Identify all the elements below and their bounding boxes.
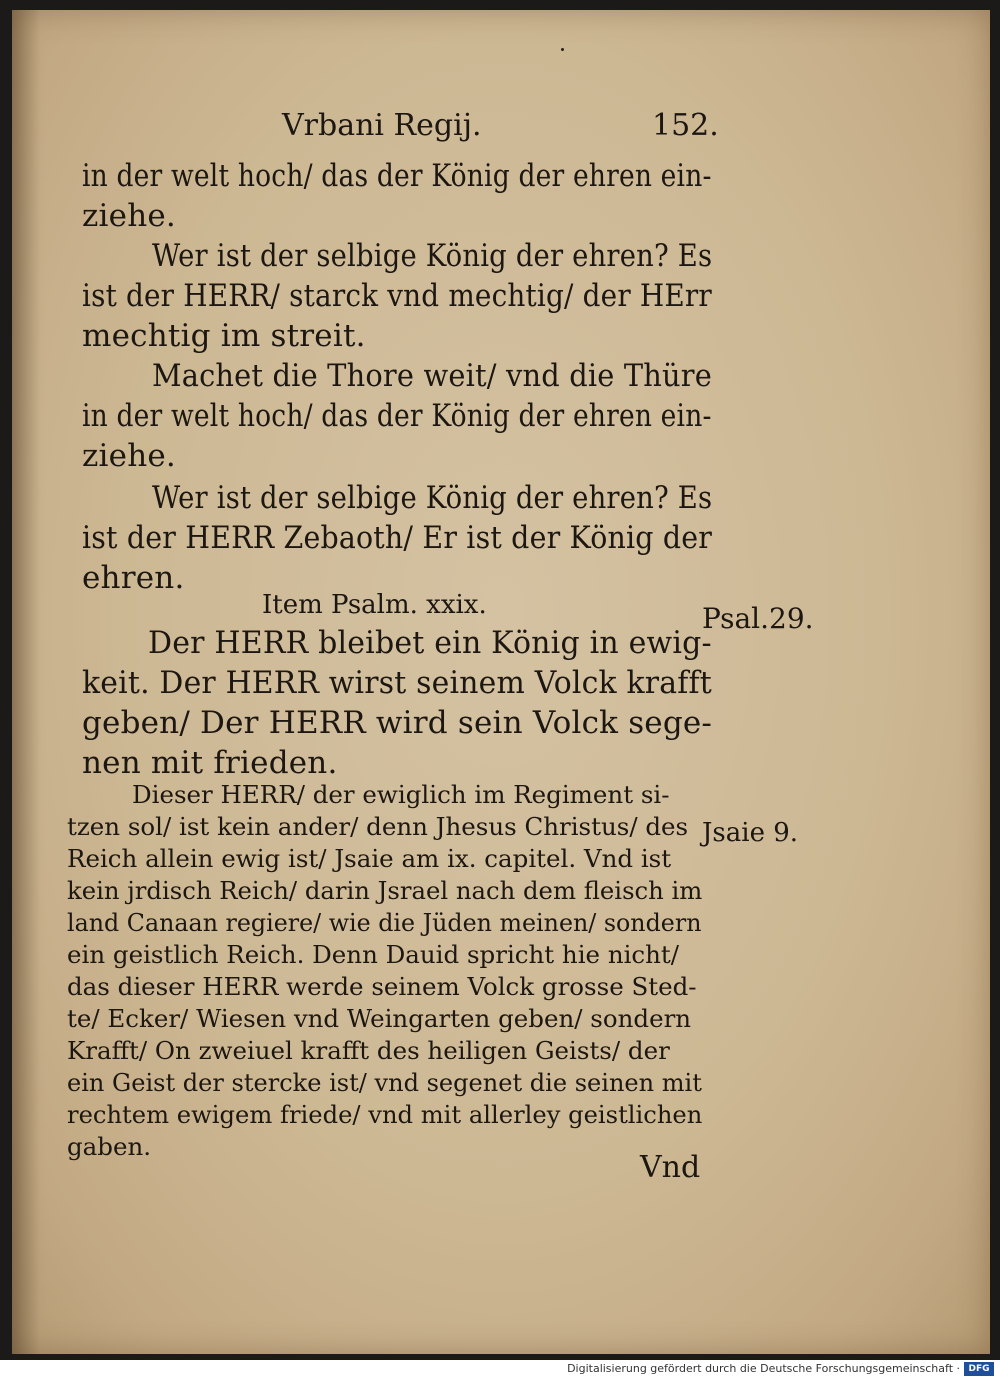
body-line: ist der HERR/ starck vnd mechtig/ der HErr	[82, 278, 712, 314]
commentary-line: ein geistlich Reich. Denn Dauid spricht hie nicht/	[67, 940, 680, 969]
marginal-note-isaiah: Jsaie 9.	[702, 818, 799, 848]
body-line: keit. Der HERR wirst seinem Volck krafft	[82, 665, 712, 701]
body-line: Machet die Thore weit/ vnd die Thüre	[152, 358, 713, 394]
funding-credit: Digitalisierung gefördert durch die Deutsche Forschungsgemeinschaft ·	[567, 1362, 960, 1375]
running-title: Vrbani Regij.	[282, 108, 482, 143]
commentary-line: gaben.	[67, 1132, 152, 1161]
commentary-line: tzen sol/ ist kein ander/ denn Jhesus Christus/ des	[67, 812, 689, 841]
ink-speck	[561, 48, 564, 51]
commentary-line: land Canaan regiere/ wie die Jüden meinen/ sondern	[67, 908, 702, 937]
commentary-line: kein jrdisch Reich/ darin Jsrael nach dem fleisch im	[67, 876, 703, 905]
body-line: ist der HERR Zebaoth/ Er ist der König der	[82, 520, 713, 556]
page-number: 152.	[652, 108, 719, 143]
body-line: ziehe.	[82, 438, 176, 474]
body-line: geben/ Der HERR wird sein Volck sege-	[82, 705, 713, 741]
commentary-line: Dieser HERR/ der ewiglich im Regiment si-	[132, 780, 670, 809]
commentary-line: ein Geist der stercke ist/ vnd segenet die seinen mit	[67, 1068, 702, 1097]
psalm-heading: Item Psalm. xxix.	[262, 590, 487, 620]
commentary-line: te/ Ecker/ Wiesen vnd Weingarten geben/ sondern	[67, 1004, 692, 1033]
commentary-line: Reich allein ewig ist/ Jsaie am ix. capitel. Vnd ist	[67, 844, 672, 873]
commentary-line: rechtem ewigem friede/ vnd mit allerley geistlichen	[67, 1100, 703, 1129]
dfg-logo-icon: DFG	[964, 1362, 994, 1376]
body-line: Wer ist der selbige König der ehren? Es	[152, 480, 713, 516]
catchword: Vnd	[640, 1150, 701, 1185]
commentary-line: Krafft/ On zweiuel krafft des heiligen Geists/ der	[67, 1036, 670, 1065]
body-line: Wer ist der selbige König der ehren? Es	[152, 238, 713, 274]
marginal-note-psalm: Psal.29.	[702, 602, 814, 635]
body-line: in der welt hoch/ das der König der ehren ein-	[82, 398, 712, 434]
body-line: Der HERR bleibet ein König in ewig-	[148, 625, 712, 661]
body-line: in der welt hoch/ das der König der ehren ein-	[82, 158, 712, 194]
body-line: ehren.	[82, 560, 185, 596]
book-page	[12, 10, 990, 1354]
body-line: mechtig im streit.	[82, 318, 366, 354]
commentary-line: das dieser HERR werde seinem Volck grosse Sted-	[67, 972, 697, 1001]
body-line: nen mit frieden.	[82, 745, 338, 781]
body-line: ziehe.	[82, 198, 176, 234]
